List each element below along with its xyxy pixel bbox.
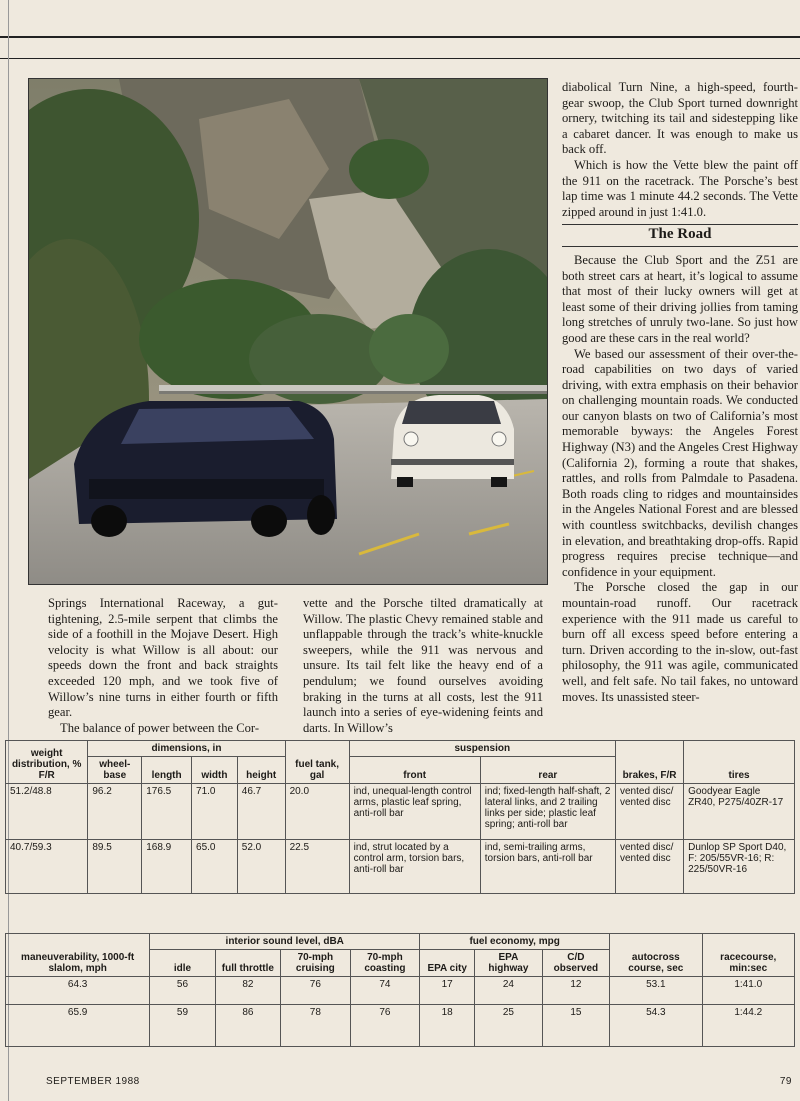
col-header: racecourse, min:sec	[702, 934, 794, 977]
col-header: idle	[150, 950, 215, 977]
col-header: EPA highway	[475, 950, 542, 977]
col-header: fuel economy, mpg	[420, 934, 610, 950]
paragraph: The balance of power between the Cor-	[60, 720, 260, 735]
paragraph: Because the Club Sport and the Z51 are both street cars at heart, it’s logical to assume that most of their lucky owners will get at least some of their driving jollies from taming long stretches of unruly two-lane. So just how good are these cars in the real world?	[562, 252, 798, 345]
table-cell: 22.5	[285, 840, 349, 894]
col-header: 70-mph cruising	[281, 950, 351, 977]
table-cell: 46.7	[237, 784, 285, 840]
table-cell: Goodyear Eagle ZR40, P275/40ZR-17	[684, 784, 795, 840]
footer-date: SEPTEMBER 1988	[46, 1076, 140, 1087]
table-cell: 65.0	[192, 840, 238, 894]
table-cell: 20.0	[285, 784, 349, 840]
photo-illustration	[29, 79, 547, 584]
paragraph: We based our assessment of their over-the-road capabilities on two days of varied driving, with extra emphasis on their behavior on challenging mountain roads. We conducted our canyon blasts on two of California’s most memorable byways: the Angeles Forest Highway (N3) and the Angeles Crest Highway (California 2), forming a route that shakes, rattles, and rolls from Palmdale to Pasadena. Both roads cling to ridges and mountainsides in the Angeles National Forest and are blessed with countless switchbacks, devilish changes in elevation, and breathtaking drop-offs. Rapid progress requires precise technique—and confidence in your equipment.	[562, 346, 798, 579]
article-column-middle	[303, 596, 543, 736]
col-header: full throttle	[215, 950, 280, 977]
performance-table	[5, 933, 795, 1047]
table-cell: 52.0	[237, 840, 285, 894]
paragraph: The Porsche closed the gap in our mountain-road runoff. Our racetrack experience with the 911 made us careful to burn off all excess speed before entering a turn. Driven according to the in-slow, out-fast philosophy, the 911 was agile, communicated well, and felt safe. No tail fakes, no untoward moves. Its unassisted steer-	[562, 580, 798, 704]
table-cell: ind, semi-trailing arms, torsion bars, anti-roll bar	[480, 840, 615, 894]
table-cell: ind, unequal-length control arms, plastic leaf spring, anti-roll bar	[349, 784, 480, 840]
table-cell: 65.9	[6, 1005, 150, 1047]
top-rule	[0, 36, 800, 38]
table-cell: 56	[150, 977, 215, 1005]
section-heading: The Road	[562, 224, 798, 247]
porsche-shape	[391, 395, 514, 487]
table-cell: 86	[215, 1005, 280, 1047]
table-cell: ind; fixed-length half-shaft, 2 lateral links, and 2 trailing links per side; plastic leaf spring; anti-roll bar	[480, 784, 615, 840]
corvette-shape	[74, 401, 337, 537]
col-header: C/D observed	[542, 950, 609, 977]
table-cell: 25	[475, 1005, 542, 1047]
page-number: 79	[779, 1076, 792, 1087]
table-cell: 17	[420, 977, 475, 1005]
table-cell: vented disc/ vented disc	[615, 784, 683, 840]
table-cell: 176.5	[142, 784, 192, 840]
table-row	[6, 977, 795, 1005]
table-cell: 15	[542, 1005, 609, 1047]
table-cell: 53.1	[610, 977, 702, 1005]
table-cell: Dunlop SP Sport D40, F: 205/55VR-16; R: 225/50VR-16	[684, 840, 795, 894]
col-header: 70-mph coasting	[350, 950, 420, 977]
table-cell: 1:44.2	[702, 1005, 794, 1047]
table-cell: 96.2	[88, 784, 142, 840]
paragraph: Which is how the Vette blew the paint off the 911 on the racetrack. The Porsche’s best lap time was 1 minute 44.2 seconds. The Vette zipped around in just 1:41.0.	[562, 157, 798, 219]
table-cell: ind, strut located by a control arm, torsion bars, anti-roll bar	[349, 840, 480, 894]
table-cell: 18	[420, 1005, 475, 1047]
table-row	[6, 1005, 795, 1047]
table-row	[6, 784, 795, 840]
table-cell: 71.0	[192, 784, 238, 840]
col-header: interior sound level, dBA	[150, 934, 420, 950]
article-column-left	[48, 596, 278, 736]
col-header: brakes, F/R	[615, 741, 683, 784]
col-header: tires	[684, 741, 795, 784]
col-header: wheel-base	[88, 757, 142, 784]
table-cell: 24	[475, 977, 542, 1005]
col-header: dimensions, in	[88, 741, 285, 757]
table-cell: 54.3	[610, 1005, 702, 1047]
table-cell: 74	[350, 977, 420, 1005]
table-cell: 78	[281, 1005, 351, 1047]
road-photo	[28, 78, 548, 585]
col-header: width	[192, 757, 238, 784]
table-cell: 1:41.0	[702, 977, 794, 1005]
table-cell: 59	[150, 1005, 215, 1047]
table-cell: 76	[281, 977, 351, 1005]
col-header: weight distribution, % F/R	[6, 741, 88, 784]
col-header: fuel tank, gal	[285, 741, 349, 784]
table-cell: 40.7/59.3	[6, 840, 88, 894]
table-cell: vented disc/ vented disc	[615, 840, 683, 894]
table-row	[6, 840, 795, 894]
table-cell: 12	[542, 977, 609, 1005]
table-cell: 76	[350, 1005, 420, 1047]
paragraph: Springs International Raceway, a gut-tightening, 2.5-mile serpent that climbs the side of a foothill in the Mojave Desert. High velocity is what Willow is all about: our speeds down the front and back straights exceeded 120 mph, and we took five of Willow’s nine turns in either fourth or fifth gear.	[48, 596, 278, 720]
col-header: length	[142, 757, 192, 784]
col-header: EPA city	[420, 950, 475, 977]
specifications-table	[5, 740, 795, 894]
table-cell: 64.3	[6, 977, 150, 1005]
col-header: maneuverability, 1000-ft slalom, mph	[6, 934, 150, 977]
article-column-right	[562, 80, 798, 705]
table-cell: 51.2/48.8	[6, 784, 88, 840]
col-header: height	[237, 757, 285, 784]
table-cell: 89.5	[88, 840, 142, 894]
top-rule-thin	[0, 58, 800, 59]
table-cell: 168.9	[142, 840, 192, 894]
col-header: rear	[480, 757, 615, 784]
col-header: suspension	[349, 741, 615, 757]
col-header: front	[349, 757, 480, 784]
paragraph: vette and the Porsche tilted dramatically at Willow. The plastic Chevy remained stable and unflappable through the track’s white-knuckle sweepers, while the 911 was nervous and unsure. Its tail felt like the heavy end of a pendulum; we found ourselves avoiding braking in the turns at all costs, lest the 911 launch into a series of eye-widening feints and darts. In Willow’s	[303, 596, 543, 735]
paragraph: diabolical Turn Nine, a high-speed, fourth-gear swoop, the Club Sport turned downright ornery, twitching its tail and sidestepping like a cabaret dancer. It was enough to make us back off.	[562, 80, 798, 157]
table-cell: 82	[215, 977, 280, 1005]
col-header: autocross course, sec	[610, 934, 702, 977]
